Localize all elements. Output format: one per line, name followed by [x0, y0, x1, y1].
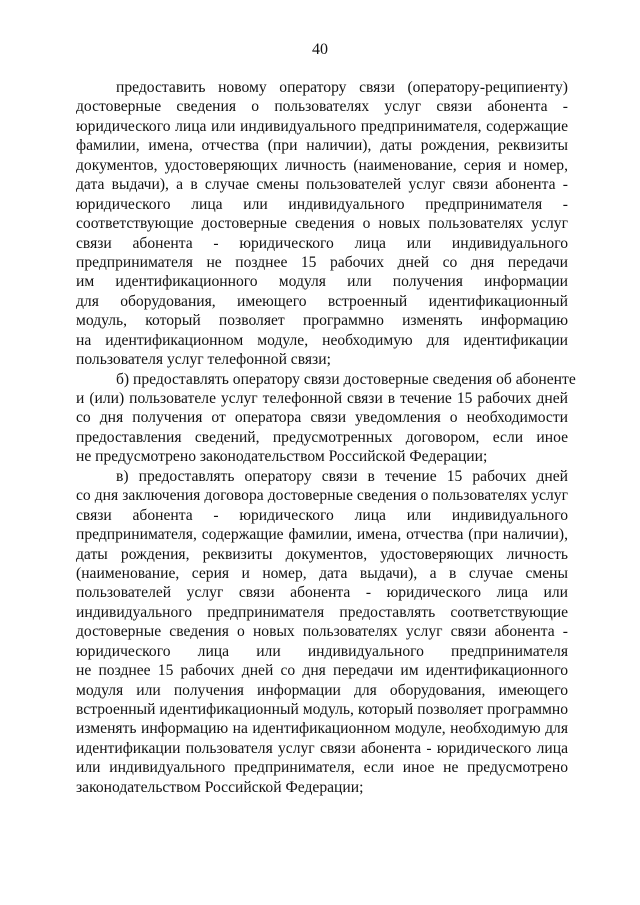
text-line: б) предоставлять оператору связи достоверные сведения об абоненте	[116, 370, 576, 388]
text-line: фамилии, имена, отчества (при наличии), даты рождения, реквизиты	[76, 137, 568, 155]
text-line: в) предоставлять оператору связи в течение 15 рабочих дней	[116, 467, 568, 485]
text-line: модуля или получения информации для оборудования, имеющего	[76, 681, 568, 699]
text-line: со дня получения от оператора связи уведомления о необходимости	[76, 409, 568, 427]
text-line: законодательством Российской Федерации;	[76, 778, 364, 796]
text-line: индивидуального предпринимателя предоставлять соответствующие	[76, 603, 568, 621]
text-line: документов, удостоверяющих личность (наименование, серия и номер,	[76, 156, 568, 174]
text-line: не предусмотрено законодательством Российской Федерации;	[76, 448, 488, 466]
paragraph-v	[76, 467, 568, 797]
text-line: встроенный идентификационный модуль, который позволяет программно	[76, 701, 568, 718]
text-line: дата выдачи), а в случае смены пользователей услуг связи абонента -	[76, 176, 568, 194]
text-line: им идентификационного модуля или получения информации	[76, 273, 568, 291]
text-line: связи абонента - юридического лица или индивидуального	[76, 506, 568, 524]
text-line: изменять информацию на идентификационном модуле, необходимую для	[76, 720, 568, 738]
text-line: предоставить новому оператору связи (оператору-реципиенту)	[116, 79, 568, 96]
paragraph-a-continuation	[76, 78, 568, 370]
text-line: юридического лица или индивидуального предпринимателя -	[76, 195, 568, 213]
text-line: пользователя услуг телефонной связи;	[76, 351, 331, 369]
text-line: идентификации пользователя услуг связи абонента - юридического лица	[76, 739, 568, 757]
text-line: достоверные сведения о пользователях услуг связи абонента -	[76, 98, 568, 116]
text-line: для оборудования, имеющего встроенный идентификационный	[76, 292, 568, 310]
text-line: достоверные сведения о новых пользователях услуг связи абонента -	[76, 623, 568, 641]
text-line: со дня заключения договора достоверные сведения о пользователях услуг	[76, 487, 568, 505]
text-line: юридического лица или индивидуального предпринимателя, содержащие	[76, 117, 568, 135]
text-line: и (или) пользователе услуг телефонной связи в течение 15 рабочих дней	[76, 390, 568, 407]
page-number: 40	[312, 41, 328, 58]
paragraph-b	[76, 370, 576, 467]
text-line: не позднее 15 рабочих дней со дня передачи им идентификационного	[76, 662, 568, 680]
text-line: предпринимателя не позднее 15 рабочих дней со дня передачи	[76, 253, 568, 271]
text-line: пользователей услуг связи абонента - юридического лица или	[76, 584, 568, 602]
text-line: связи абонента - юридического лица или индивидуального	[76, 234, 568, 252]
text-line: (наименование, серия и номер, дата выдачи), а в случае смены	[76, 564, 568, 582]
text-line: даты рождения, реквизиты документов, удостоверяющих личность	[76, 545, 568, 563]
text-line: на идентификационном модуле, необходимую для идентификации	[76, 331, 568, 349]
text-line: предпринимателя, содержащие фамилии, имена, отчества (при наличии),	[76, 526, 568, 544]
document-body	[76, 78, 576, 797]
text-line: или индивидуального предпринимателя, если иное не предусмотрено	[76, 759, 568, 777]
text-line: юридического лица или индивидуального предпринимателя	[76, 642, 568, 660]
text-line: модуль, который позволяет программно изменять информацию	[76, 312, 568, 330]
text-line: предоставления сведений, предусмотренных договором, если иное	[76, 428, 568, 446]
text-line: соответствующие достоверные сведения о новых пользователях услуг	[76, 215, 568, 233]
